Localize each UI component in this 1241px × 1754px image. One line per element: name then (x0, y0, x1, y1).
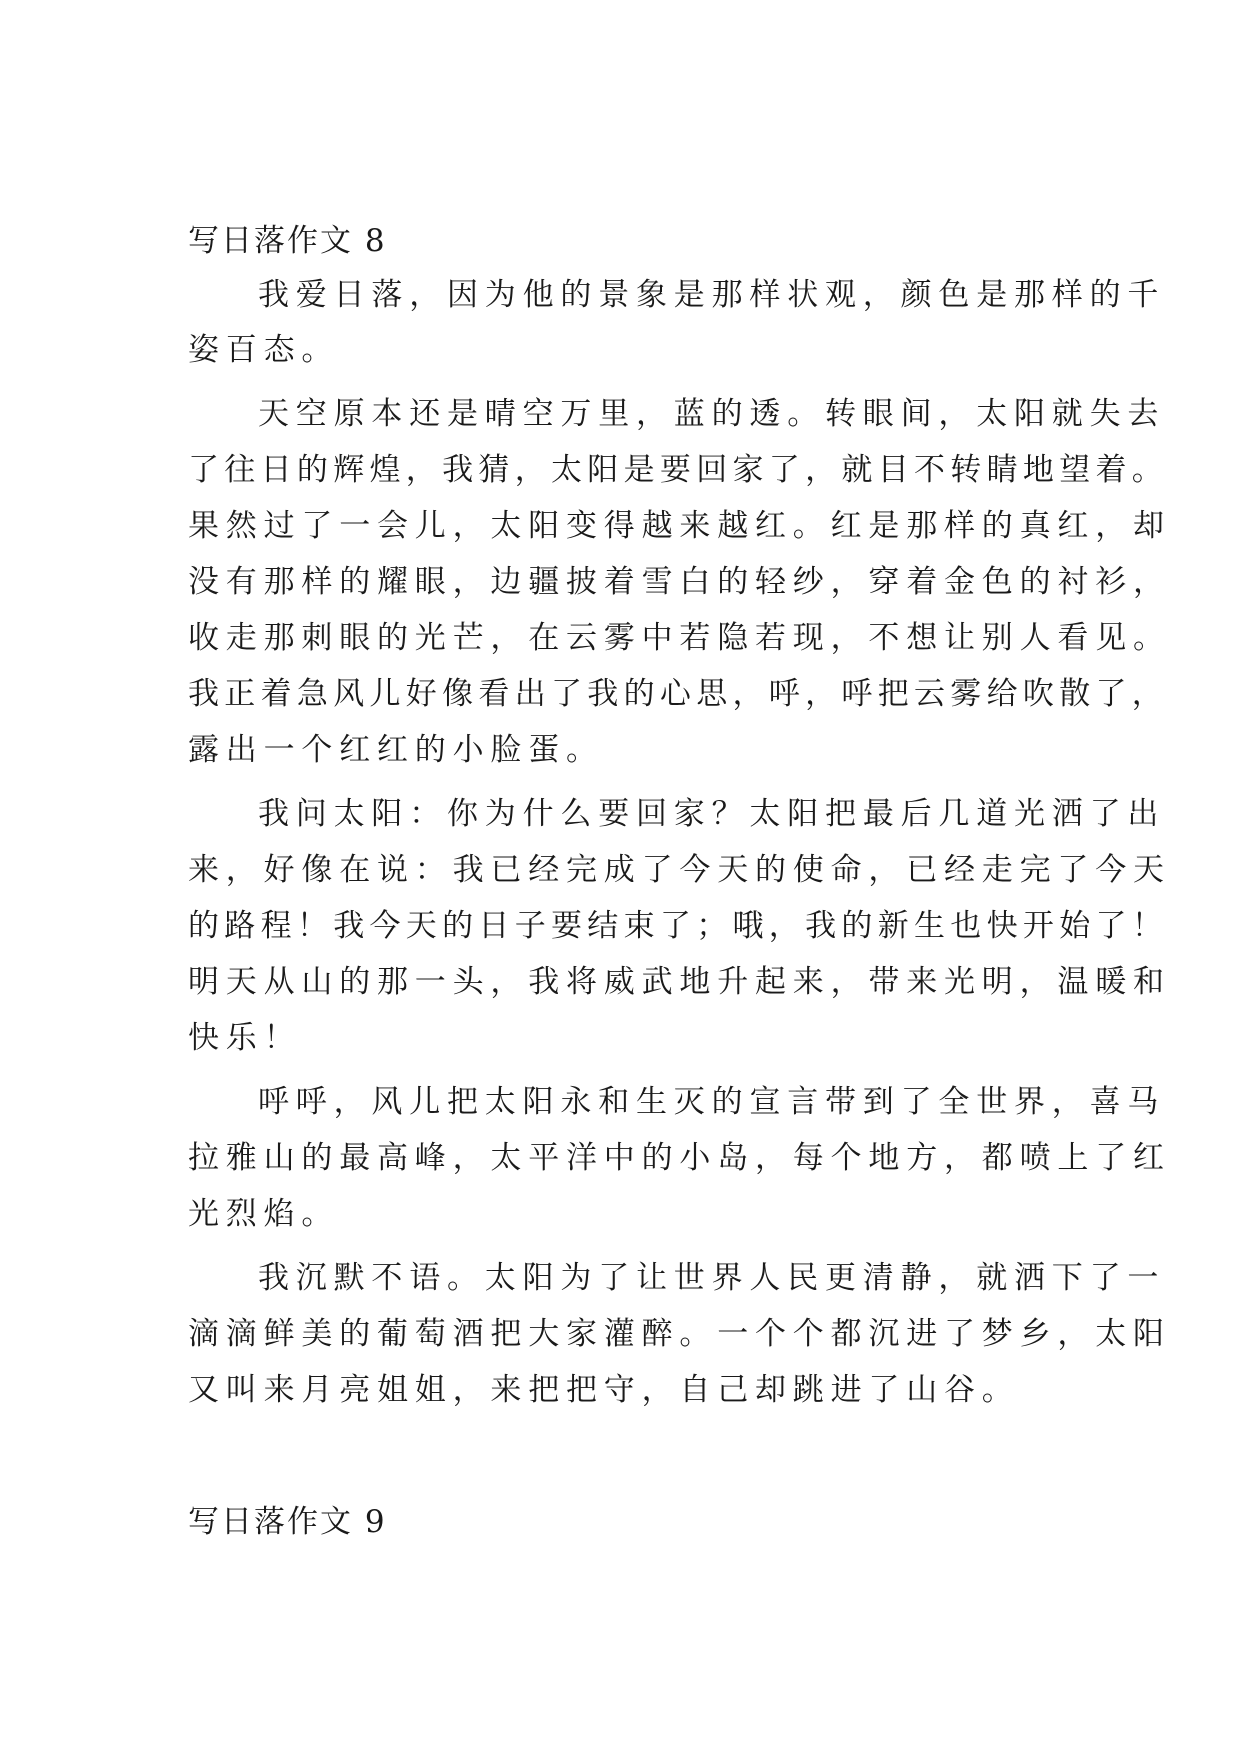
paragraph-line: 光烈焰。 (188, 1196, 340, 1232)
paragraph-line: 果然过了一会儿，太阳变得越来越红。红是那样的真红，却 (188, 508, 1171, 544)
paragraph-line: 又叫来月亮姐姐，来把把守，自己却跳进了山谷。 (188, 1372, 1020, 1408)
paragraph-line: 来，好像在说：我已经完成了今天的使命，已经走完了今天 (188, 852, 1171, 888)
paragraph-line: 了往日的辉煌，我猜，太阳是要回家了，就目不转睛地望着。 (188, 452, 1169, 488)
paragraph-line: 拉雅山的最高峰，太平洋中的小岛，每个地方，都喷上了红 (188, 1140, 1171, 1176)
paragraph-line: 我爱日落，因为他的景象是那样状观，颜色是那样的千 (258, 277, 1166, 313)
paragraph-line: 滴滴鲜美的葡萄酒把大家灌醉。一个个都沉进了梦乡，太阳 (188, 1316, 1171, 1352)
essay-title-9: 写日落作文 9 (188, 1504, 387, 1540)
paragraph-line: 露出一个红红的小脸蛋。 (188, 732, 604, 768)
paragraph-line: 没有那样的耀眼，边疆披着雪白的轻纱，穿着金色的衬衫， (188, 564, 1171, 600)
paragraph-line: 快乐！ (188, 1020, 302, 1056)
essay-title-8: 写日落作文 8 (188, 223, 387, 259)
paragraph-line: 我问太阳：你为什么要回家？太阳把最后几道光洒了出 (258, 796, 1166, 832)
paragraph-line: 姿百态。 (188, 332, 340, 368)
paragraph-line: 呼呼，风儿把太阳永和生灭的宣言带到了全世界，喜马 (258, 1084, 1166, 1120)
paragraph-line: 我正着急风儿好像看出了我的心思，呼，呼把云雾给吹散了， (188, 676, 1169, 712)
paragraph-line: 收走那刺眼的光芒，在云雾中若隐若现，不想让别人看见。 (188, 620, 1171, 656)
paragraph-line: 我沉默不语。太阳为了让世界人民更清静，就洒下了一 (258, 1260, 1166, 1296)
paragraph-line: 的路程！我今天的日子要结束了；哦，我的新生也快开始了！ (188, 908, 1169, 944)
paragraph-line: 天空原本还是晴空万里，蓝的透。转眼间，太阳就失去 (258, 396, 1166, 432)
paragraph-line: 明天从山的那一头，我将威武地升起来，带来光明，温暖和 (188, 964, 1171, 1000)
